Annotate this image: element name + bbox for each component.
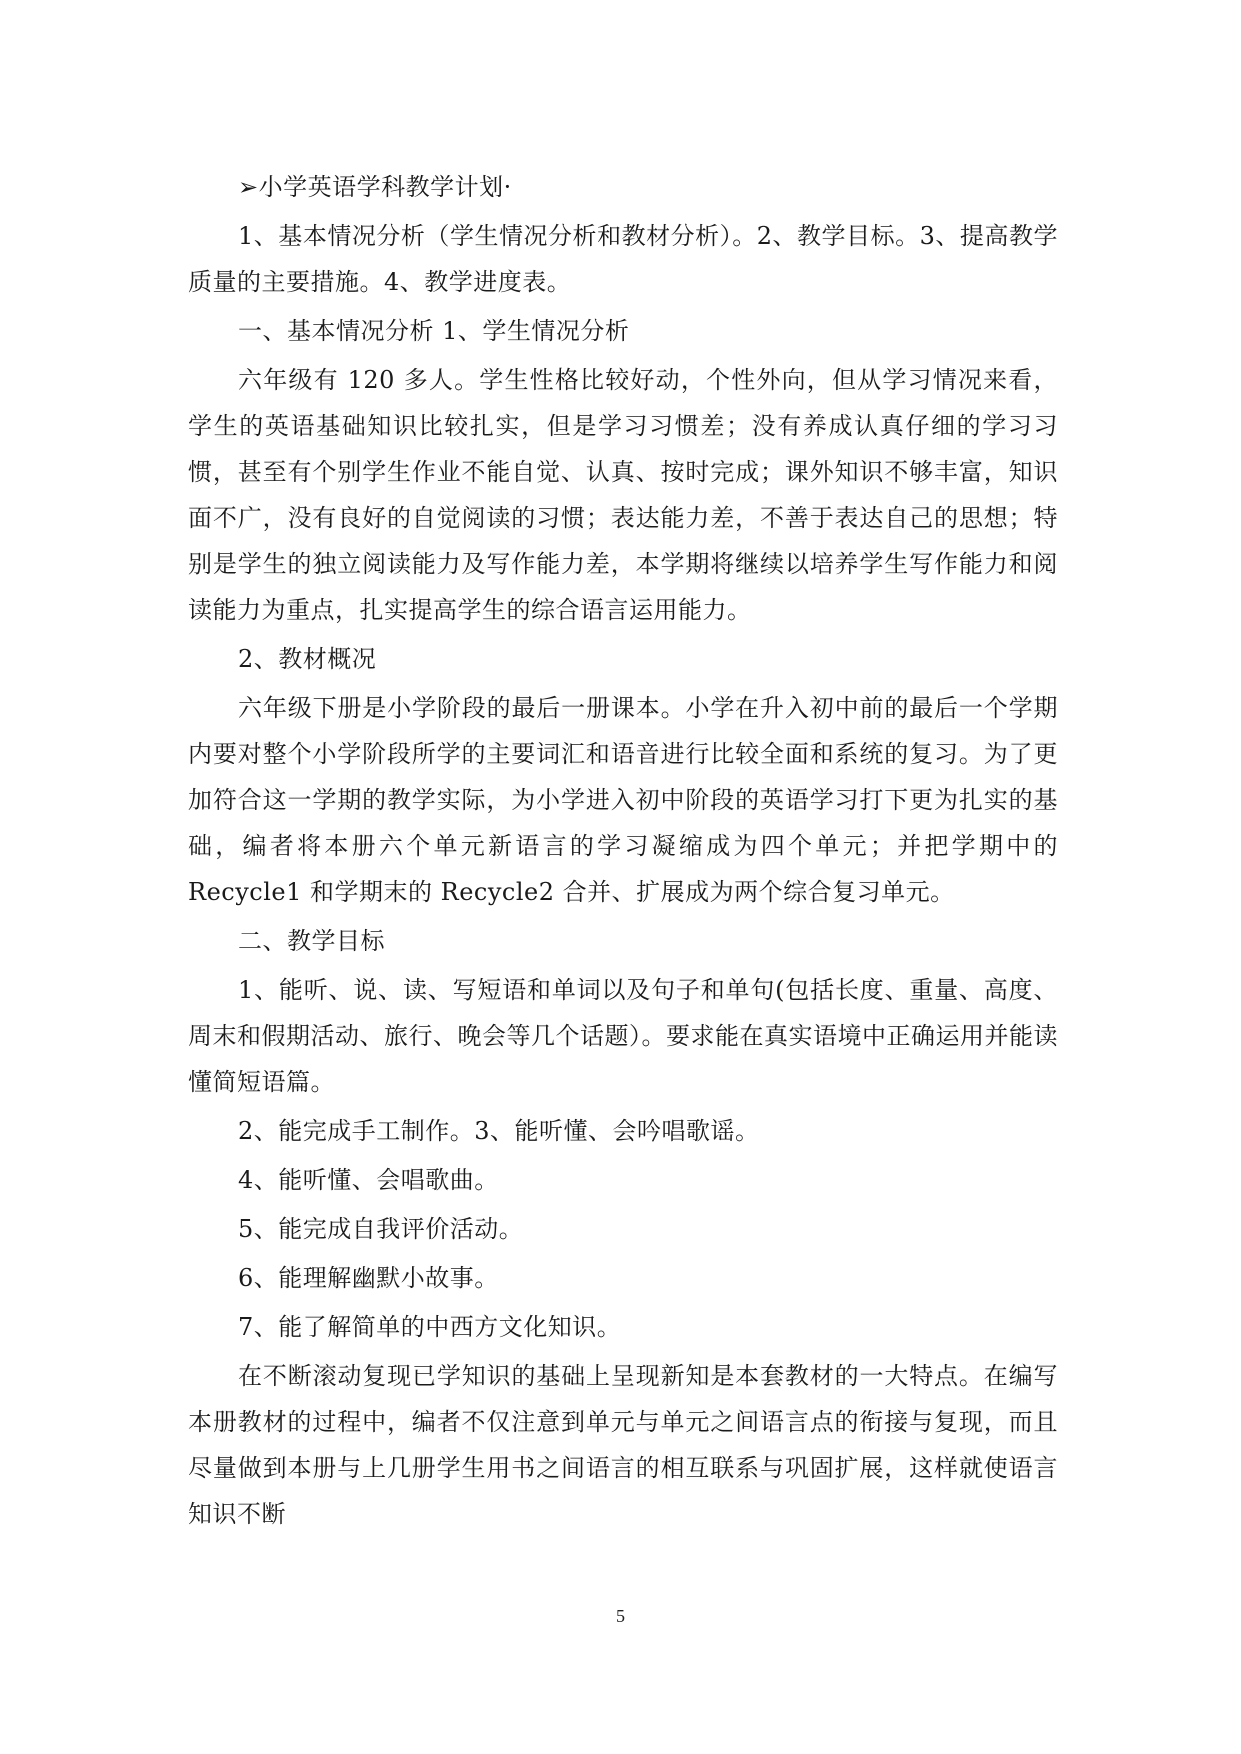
heading-textbook-overview: 2、教材概况 [238, 645, 377, 673]
page-number: 5 [616, 1606, 625, 1626]
heading-teaching-goals: 二、教学目标 [238, 927, 385, 955]
paragraph-textbook-feature: 在不断滚动复现已学知识的基础上呈现新知是本套教材的一大特点。在编写本册教材的过程中，编者不仅注意到单元与单元之间语言点的衔接与复现，而且尽量做到本册与上几册学生用书之间语言的相互联系与巩固扩展，这样就使语言知识不断 [188, 1362, 1058, 1528]
goal-item-4: 4、能听懂、会唱歌曲。 [238, 1166, 499, 1194]
goal-item-1: 1、能听、说、读、写短语和单词以及句子和单句(包括长度、重量、高度、周末和假期活动、旅行、晚会等几个话题）。要求能在真实语境中正确运用并能读懂简短语篇。 [188, 976, 1058, 1096]
heading-basic-analysis: 一、基本情况分析 1、学生情况分析 [238, 317, 630, 345]
goal-item-5: 5、能完成自我评价活动。 [238, 1215, 524, 1243]
paragraph-outline: 1、基本情况分析（学生情况分析和教材分析）。2、教学目标。3、提高教学质量的主要措施。4、教学进度表。 [188, 222, 1058, 296]
goal-item-6: 6、能理解幽默小故事。 [238, 1264, 499, 1292]
document-body [188, 164, 1058, 1537]
goal-item-7: 7、能了解简单的中西方文化知识。 [238, 1313, 622, 1341]
paragraph-student-analysis: 六年级有 120 多人。学生性格比较好动，个性外向，但从学习情况来看，学生的英语基础知识比较扎实，但是学习习惯差；没有养成认真仔细的学习习惯，甚至有个别学生作业不能自觉、认真、按时完成；课外知识不够丰富，知识面不广，没有良好的自觉阅读的习惯；表达能力差，不善于表达自己的思想；特别是学生的独立阅读能力及写作能力差，本学期将继续以培养学生写作能力和阅读能力为重点，扎实提高学生的综合语言运用能力。 [188, 366, 1058, 624]
document-title: ➢小学英语学科教学计划· [238, 173, 512, 201]
goal-item-2-3: 2、能完成手工制作。3、能听懂、会吟唱歌谣。 [238, 1117, 760, 1145]
paragraph-textbook-overview: 六年级下册是小学阶段的最后一册课本。小学在升入初中前的最后一个学期内要对整个小学阶段所学的主要词汇和语音进行比较全面和系统的复习。为了更加符合这一学期的教学实际，为小学进入初中阶段的英语学习打下更为扎实的基础，编者将本册六个单元新语言的学习凝缩成为四个单元；并把学期中的 Recycle1 和学期末的 Recycle2 合并、扩展成为两个综合复习单元。 [188, 694, 1058, 906]
